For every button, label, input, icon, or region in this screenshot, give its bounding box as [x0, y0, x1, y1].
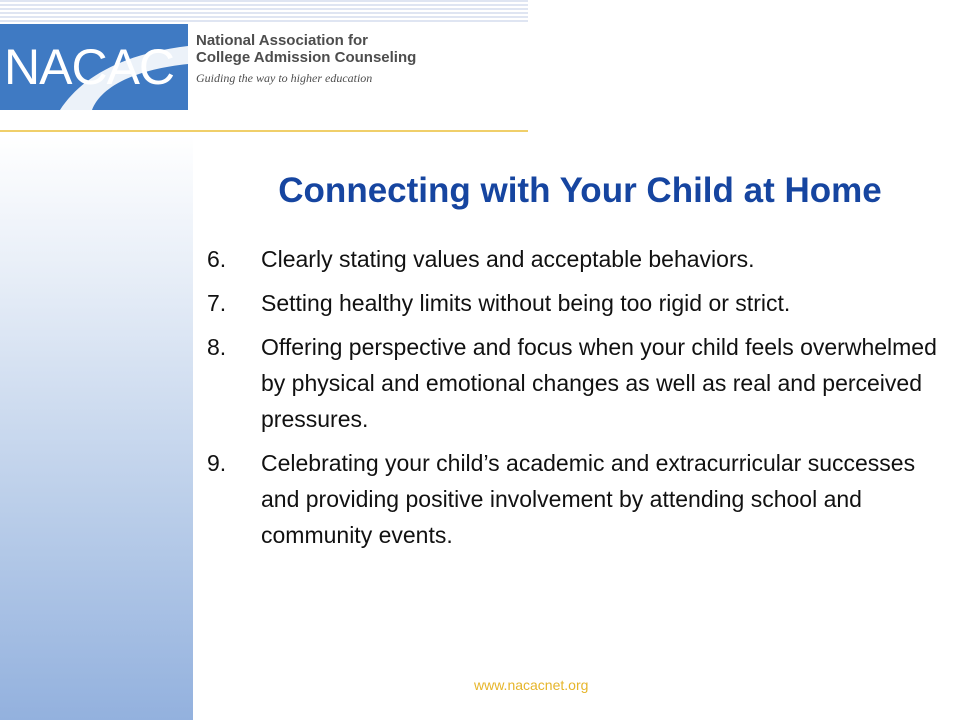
org-name — [196, 32, 416, 66]
org-name-line2: College Admission Counseling — [196, 49, 417, 66]
list-item-number: 6. — [207, 246, 227, 272]
list-item-number: 9. — [207, 450, 227, 476]
org-name-line1: National Association for — [196, 32, 368, 49]
org-tagline: Guiding the way to higher education — [196, 71, 373, 85]
slide-title: Connecting with Your Child at Home — [278, 171, 882, 210]
list-item — [207, 288, 945, 321]
list-item-text: Setting healthy limits without being too rigid or strict. — [261, 290, 791, 316]
nacac-logo — [0, 24, 188, 110]
list-item-number: 7. — [207, 290, 227, 316]
list-item-number: 8. — [207, 334, 227, 360]
list-item — [207, 448, 945, 553]
header-divider — [0, 130, 528, 132]
header-stripe — [0, 0, 528, 22]
left-gradient-band — [0, 135, 193, 720]
numbered-list — [207, 244, 945, 564]
list-item-text: Offering perspective and focus when your child feels overwhelmed by physical and emotional changes as well as real and perceived pressures. — [261, 334, 937, 432]
list-item — [207, 244, 945, 277]
list-item-text: Clearly stating values and acceptable behaviors. — [261, 246, 755, 272]
list-item — [207, 332, 945, 437]
footer-url-link[interactable]: www.nacacnet.org — [474, 677, 589, 693]
list-item-text: Celebrating your child’s academic and extracurricular successes and providing positive involvement by attending school and community events. — [261, 450, 916, 548]
logo-wordmark: NACAC — [4, 39, 175, 95]
